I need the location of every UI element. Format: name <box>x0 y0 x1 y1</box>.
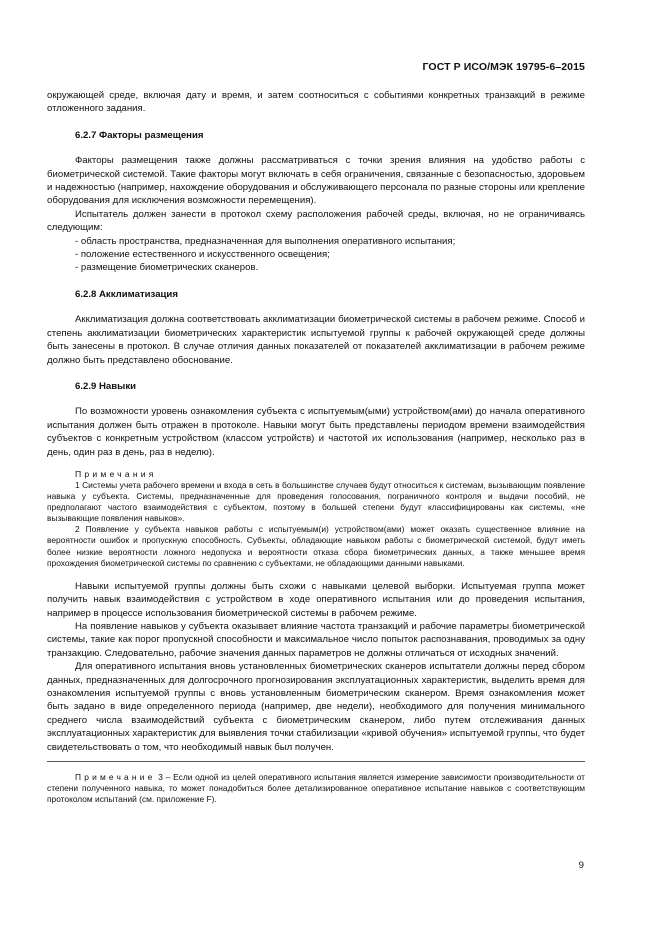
paragraph: Акклиматизация должна соответствовать акклиматизации биометрической системы в рабочем режиме. Способ и степень акклиматизации биометрических характеристик испытуемой группы к рабочей окружающей среде должны быть занесены в протокол. В случае отличия данных показателей от показателей акклиматизации в рабочем режиме должно быть представлено обоснование. <box>47 314 585 366</box>
document-body <box>47 89 585 805</box>
final-note-label: Примечание <box>75 771 156 782</box>
paragraph: На появление навыков у субъекта оказывает влияние частота транзакций и рабочие параметры биометрической системы, такие как порог пропускной способности и максимальное число попыток распознавания, проводимых за одну транзакцию. Следовательно, рабочие значения данных параметров не должны отличаться от исходных значений. <box>47 620 585 659</box>
note-1: 1 Системы учета рабочего времени и входа в сеть в большинстве случаев будут относиться к системам, вызывающим появление навыка у субъекта. Системы, предназначенные для проведения голосования, пограничного контроля и выдачи пособий, не предполагают частого взаимодействия с субъектом, поэтому в большей степени будут классифицированы как системы, «не вызывающие появления навыков». <box>47 479 585 524</box>
document-header: ГОСТ Р ИСО/МЭК 19795-6–2015 <box>422 61 585 73</box>
section-heading-6-2-7: 6.2.7 Факторы размещения <box>75 129 204 141</box>
paragraph: Испытатель должен занести в протокол схему расположения рабочей среды, включая, но не ограничиваясь следующим: <box>47 208 585 234</box>
list-item: - положение естественного и искусственного освещения; <box>75 249 330 261</box>
paragraph: Навыки испытуемой группы должны быть схожи с навыками целевой выборки. Испытуемая группа может получить навык взаимодействия с устройством в ходе оперативного испытания или до проведения испытания, например в процессе использования биометрической системы в рабочем режиме. <box>47 580 585 619</box>
page-number: 9 <box>578 860 584 871</box>
intro-paragraph: окружающей среде, включая дату и время, и затем соотноситься с событиями конкретных транзакций в режиме отложенного задания. <box>47 90 585 115</box>
list-item: - размещение биометрических сканеров. <box>75 262 259 274</box>
notes-label: Примечания <box>75 468 157 479</box>
paragraph: Факторы размещения также должны рассматриваться с точки зрения влияния на удобство работы с биометрической системой. Такие факторы могут включать в себя ограничения, связанные с безопасностью, здоровьем и надежностью (например, нахождение оборудования и обслуживающего персонала по разные стороны или крепление оборудования для исключения возможности перемещения). <box>47 155 585 207</box>
note-2: 2 Появление у субъекта навыков работы с испытуемым(и) устройством(ами) может оказать существенное влияние на вероятности ошибок и пропускную способность. Субъекты, обладающие навыком работы с биометрической системой, будут иметь более низкие вероятности ложного недопуска и вероятности отказа сбора биометрических данных, а также меньшее время прохождения биометрической системы по сравнению с субъектами, не обладающими данными навыками. <box>47 524 585 568</box>
section-heading-6-2-8: 6.2.8 Акклиматизация <box>75 288 178 300</box>
paragraph: Для оперативного испытания вновь установленных биометрических сканеров испытатели должны перед сбором данных, предназначенных для долгосрочного прогнозирования эксплуатационных характеристик, выделить время для ознакомления испытуемой группы с вновь установленным биометрическим сканером. Время ознакомления может быть задано в виде определенного периода (например, две недели), необходимого для получения минимального среднего числа взаимодействий субъекта с биометрическим сканером, либо путем отслеживания данных эксплуатационных характеристик для выявления точки стабилизации «кривой обучения» испытуемой группы, что будет свидетельствовать о том, что необходимый навык был получен. <box>47 661 585 753</box>
paragraph: По возможности уровень ознакомления субъекта с испытуемым(ыми) устройством(ами) до начала оперативного испытания должен быть отражен в протоколе. Навыки могут быть представлены периодом времени взаимодействия субъектов с конкретным устройством (классом устройств) и частотой их использования (например, несколько раз в день, один раз в день, раз в неделю). <box>47 406 585 458</box>
final-note <box>47 772 585 805</box>
section-heading-6-2-9: 6.2.9 Навыки <box>75 380 137 392</box>
final-note-text: 3 – Если одной из целей оперативного испытания является измерение зависимости производительности от степени полученного навыка, то может понадобиться более детализированное оперативное испытание навыков с соответствующим протоколом испытаний (см. приложение F). <box>47 771 586 805</box>
divider <box>47 761 585 762</box>
list-item: - область пространства, предназначенная для выполнения оперативного испытания; <box>75 235 456 247</box>
